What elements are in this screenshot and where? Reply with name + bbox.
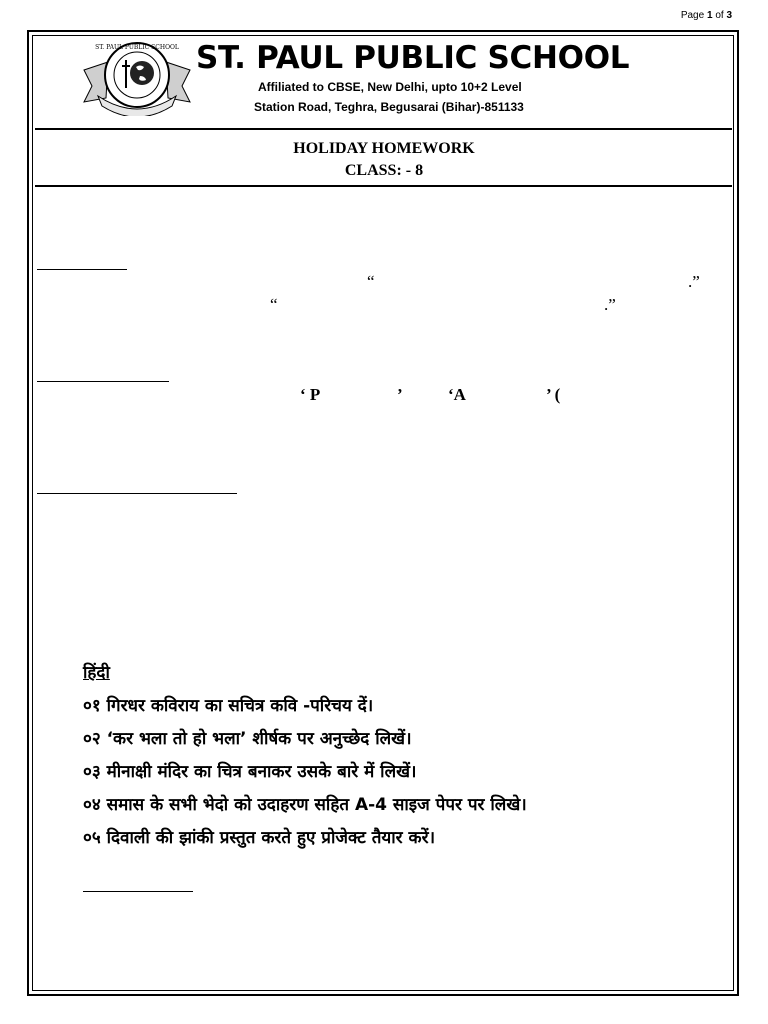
class-title: CLASS: - 8 <box>344 162 424 179</box>
fragment-quote: ’ <box>397 385 403 404</box>
homework-title: HOLIDAY HOMEWORK <box>293 140 475 157</box>
heading-underline <box>37 493 237 494</box>
fragment-a: ‘A <box>448 385 466 404</box>
logo-text: ST. PAUL PUBLIC SCHOOL <box>95 44 179 51</box>
heading-underline <box>37 381 169 382</box>
address: Station Road, Teghra, Begusarai (Bihar)-851133 <box>254 100 524 114</box>
hindi-heading: हिंदी <box>83 663 110 683</box>
quote-close: .” <box>688 272 700 291</box>
heading-underline <box>37 269 127 270</box>
heading-underline <box>83 891 193 892</box>
divider <box>35 185 732 187</box>
school-logo <box>82 40 192 116</box>
hindi-section <box>83 657 527 855</box>
page-indicator: Page 1 of 3 <box>680 10 732 21</box>
hindi-item: ०२ ‘कर भला तो हो भला’ शीर्षक पर अनुच्छेद लिखें। <box>83 729 412 749</box>
affiliation: Affiliated to CBSE, New Delhi, upto 10+2 Level <box>258 80 522 94</box>
quote-open: “ <box>270 295 278 314</box>
quote-open: “ <box>367 272 375 291</box>
hindi-item: ०१ गिरधर कविराय का सचित्र कवि -परिचय दें। <box>83 696 374 716</box>
fragment-quote: ’ ( <box>546 385 561 404</box>
quote-close: .” <box>604 295 616 314</box>
fragment-p: ‘ P <box>300 385 321 404</box>
hindi-item: ०३ मीनाक्षी मंदिर का चित्र बनाकर उसके बारे में लिखें। <box>83 762 417 782</box>
divider <box>35 128 732 130</box>
hindi-item: ०४ समास के सभी भेदो को उदाहरण सहित A-4 साइज पेपर पर लिखे। <box>83 795 527 815</box>
hindi-item: ०५ दिवाली की झांकी प्रस्तुत करते हुए प्रोजेक्ट तैयार करें। <box>83 828 436 848</box>
school-name: ST. PAUL PUBLIC SCHOOL <box>196 40 630 76</box>
